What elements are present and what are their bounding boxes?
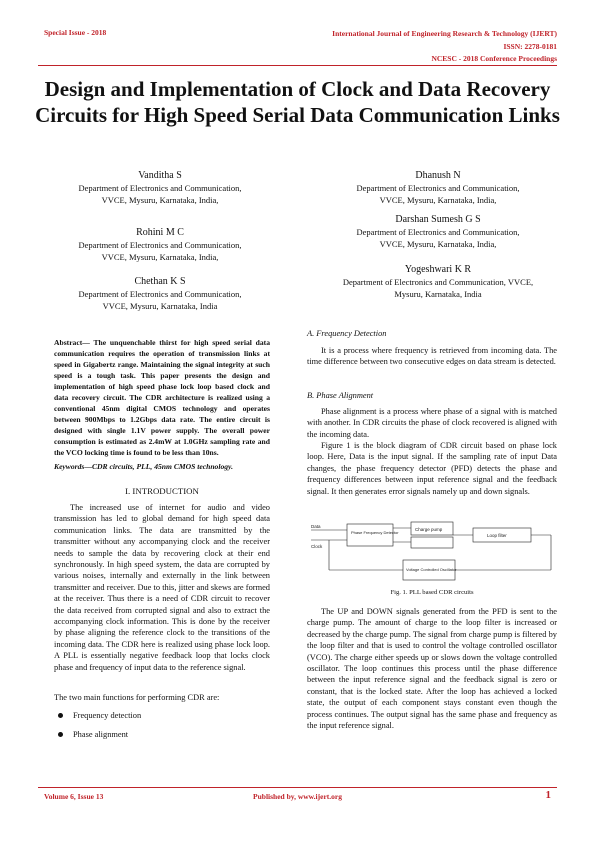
author-dept: Department of Electronics and Communication, bbox=[78, 289, 242, 299]
author-block bbox=[40, 275, 280, 312]
issn-label: ISSN: 2278-0181 bbox=[503, 41, 557, 51]
list-item bbox=[58, 730, 128, 739]
author-block bbox=[313, 213, 563, 250]
author-dept: Department of Electronics and Communication, bbox=[78, 240, 242, 250]
author-place: VVCE, Mysuru, Karnataka, India, bbox=[379, 194, 497, 205]
cdr-block-diagram bbox=[307, 520, 557, 584]
page-header bbox=[0, 0, 595, 70]
functions-intro: The two main functions for performing CDR are: bbox=[54, 693, 220, 702]
author-name: Rohini M C bbox=[136, 227, 184, 238]
author-block bbox=[313, 263, 563, 300]
subsection-heading-b: B. Phase Alignment bbox=[307, 391, 374, 400]
page-number: 1 bbox=[545, 789, 551, 801]
pfd-label: Phase Frequency Detector bbox=[351, 530, 399, 535]
publisher-label: Published by, www.ijert.org bbox=[253, 792, 342, 801]
charge-pump-label: Charge pump bbox=[415, 527, 443, 532]
header-divider bbox=[38, 65, 557, 66]
frequency-detection-text: It is a process where frequency is retrieved from incoming data. The time difference between two consecutive edges on data stream is detected. bbox=[307, 346, 557, 367]
author-place: VVCE, Mysuru, Karnataka, India, bbox=[101, 194, 219, 205]
abstract: Abstract— The unquenchable thirst for high speed serial data communication requires the operation of transmission links at speed in Gigabertz range. Maintaining the signal integrity at such speed is a tough task. This paper presents the design and implementation of high speed phase lock loop based clock and data recovery circuit. The CDR architecture is realized using a conventional 45nm digital CMOS technology and operates between 900Mbps to 1.2Gbps data rate. The entire circuit is designed with single 1.1V power supply. The overall power consumption is estimated as 2.4mW at 1.0GHz sampling rate and the VCO locking time is found to be less than 10ns. bbox=[54, 338, 270, 457]
bullet-icon bbox=[58, 713, 63, 718]
author-dept: Department of Electronics and Communication, bbox=[78, 183, 242, 193]
pfd-block bbox=[347, 524, 393, 546]
conference-label: NCESC - 2018 Conference Proceedings bbox=[431, 54, 557, 63]
special-issue-label: Special Issue - 2018 bbox=[44, 28, 107, 37]
bullet-icon bbox=[58, 732, 63, 737]
author-name: Vanditha S bbox=[138, 170, 182, 181]
author-name: Darshan Sumesh G S bbox=[395, 214, 481, 225]
author-name: Chethan K S bbox=[134, 276, 186, 287]
figure-description-text: Figure 1 is the block diagram of CDR circuit based on phase lock loop. Here, Data is the input signal. If the sampling rate of input Data changes, the phase frequency detector (PFD) detects the phase and frequency differences between input reference signal and the feedback signal. It then generates error signals namely up and down signals. bbox=[307, 441, 557, 496]
author-block bbox=[40, 226, 280, 263]
list-item-label: Phase alignment bbox=[73, 730, 129, 739]
introduction-text: The increased use of internet for audio and video transmission has led to global demand for high speed data communication links. The data are transmitted by the transmitter without any accompanying clock and the receiver needs to sample the data by recovering clock at their end synchronously. In high speed system, the data are corrupted by various noises, internally and externally in the link between transmitter and receiver. Due to this, jitter and skews are formed at the receiver. Thus there is a need of CDR circuit to recover the data received from corrupted signal and also to extract the accompanying clock information. This is done by the receiver by phase aligning the reference clock to the transitions of the incoming data. The CDR here is realized using phase lock loop. A PLL is essentially negative feedback loop that locks clock phase and frequency of input data to the reference signal. bbox=[54, 503, 270, 672]
journal-info bbox=[332, 28, 557, 66]
author-dept: Department of Electronics and Communication, bbox=[356, 227, 520, 237]
block-diagram-svg bbox=[307, 520, 557, 584]
author-dept: Department of Electronics and Communication, VVCE, bbox=[342, 277, 534, 287]
loop-filter-label: Loop filter bbox=[487, 533, 507, 538]
figure-caption: Fig. 1. PLL based CDR circuits bbox=[390, 589, 474, 596]
subsection-heading-a: A. Frequency Detection bbox=[307, 329, 387, 338]
data-input-label: Data bbox=[311, 524, 321, 529]
author-place: VVCE, Mysuru, Karnataka, India bbox=[102, 300, 218, 311]
charge-pump-block-lower bbox=[411, 537, 453, 548]
list-item bbox=[58, 711, 141, 720]
list-item-label: Frequency detection bbox=[73, 711, 142, 720]
footer-divider bbox=[38, 787, 557, 788]
author-dept: Department of Electronics and Communication, bbox=[356, 183, 520, 193]
volume-issue-label: Volume 6, Issue 13 bbox=[44, 792, 104, 801]
vco-label: Voltage Controlled Oscillator bbox=[406, 567, 457, 572]
author-name: Dhanush N bbox=[415, 170, 461, 181]
author-name: Yogeshwari K R bbox=[404, 264, 472, 275]
journal-name: International Journal of Engineering Research & Technology (IJERT) bbox=[332, 29, 557, 38]
author-block bbox=[313, 169, 563, 206]
section-heading-introduction: I. INTRODUCTION bbox=[125, 486, 199, 496]
keywords: Keywords—CDR circuits, PLL, 45nm CMOS technology. bbox=[54, 462, 234, 471]
updown-paragraph: The UP and DOWN signals generated from the PFD is sent to the charge pump. The amount of charge to the loop filter is increased or decreased by the charge pump. The signal from charge pump is filtered by the loop filter and that is used to control the voltage controlled oscillator (VCO). The charge either speeds up or slows down the voltage controlled oscillator. The loop continues this process until the phase difference between the input reference signal and the feedback signal is zero or constant, that is the locked state. After the loop has achieved a locked state, the output of each component stays constant even though the process continues. The output signal has the same phase and frequency as the input reference signal. bbox=[307, 607, 557, 731]
clock-label: Clock bbox=[311, 544, 323, 549]
phase-alignment-text: Phase alignment is a process where phase of a signal with is matched with another. In CDR circuits the phase of clock recovered is aligned with the incoming data. bbox=[307, 407, 557, 439]
author-place: VVCE, Mysuru, Karnataka, India, bbox=[379, 238, 497, 249]
paper-title: Design and Implementation of Clock and Data Recovery Circuits for High Speed Serial Data Communication Links bbox=[35, 77, 560, 127]
author-place: Mysuru, Karnataka, India bbox=[394, 288, 482, 299]
author-place: VVCE, Mysuru, Karnataka, India, bbox=[101, 251, 219, 262]
author-block bbox=[40, 169, 280, 206]
